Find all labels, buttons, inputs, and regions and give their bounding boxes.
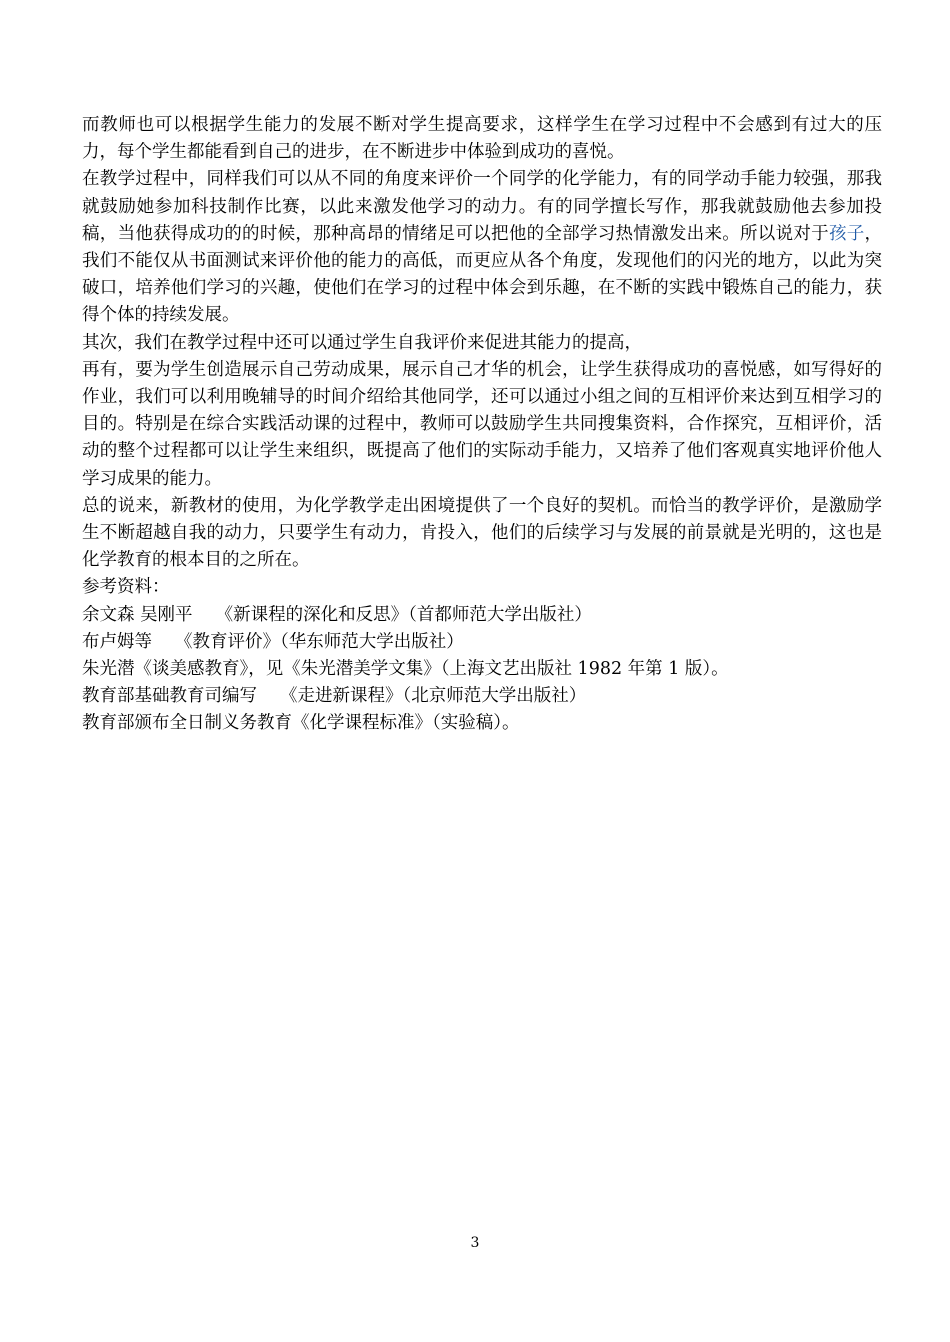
references-section <box>82 574 882 737</box>
paragraph-5 <box>82 493 882 575</box>
paragraph-4 <box>82 357 882 493</box>
paragraph-2-text-before: 在教学过程中，同样我们可以从不同的角度来评价一个同学的化学能力，有的同学动手能力较强，那我就鼓励她参加科技制作比赛，以此来激发他学习的动力。有的同学擅长写作，那我就鼓励他去参加投稿，当他获得成功的的时候，那种高昂的情绪足可以把他的全部学习热情激发出来。所以说对于 <box>82 169 882 244</box>
page-number: 3 <box>470 1235 480 1251</box>
reference-item-3: 朱光潜《谈美感教育》，见《朱光潜美学文集》（上海文艺出版社 1982 年第 1 版）。 <box>82 659 729 680</box>
paragraph-1-text: 而教师也可以根据学生能力的发展不断对学生提高要求，这样学生在学习过程中不会感到有过大的压力，每个学生都能看到自己的进步，在不断进步中体验到成功的喜悦。 <box>82 115 882 163</box>
reference-item-5: 教育部颁布全日制义务教育《化学课程标准》（实验稿）。 <box>82 713 520 734</box>
reference-item-2: 布卢姆等 《教育评价》（华东师范大学出版社） <box>82 631 464 652</box>
paragraph-3 <box>82 330 882 357</box>
paragraph-5-text: 总的说来，新教材的使用，为化学教学走出困境提供了一个良好的契机。而恰当的教学评价，是激励学生不断超越自我的动力，只要学生有动力，肯投入，他们的后续学习与发展的前景就是光明的，这也是化学教育的根本目的之所在。 <box>82 495 882 571</box>
paragraph-4-text: 再有，要为学生创造展示自己劳动成果，展示自己才华的机会，让学生获得成功的喜悦感，如写得好的作业，我们可以利用晚辅导的时间介绍给其他同学，还可以通过小组之间的互相评价来达到互相学习的目的。特别是在综合实践活动课的过程中，教师可以鼓励学生共同搜集资料，合作探究，互相评价，活动的整个过程都可以让学生来组织，既提高了他们的实际动手能力，又培养了他们客观真实地评价他人学习成果的能力。 <box>82 359 882 489</box>
references-heading: 参考资料： <box>82 577 170 598</box>
reference-item-4: 教育部基础教育司编写 《走进新课程》（北京师范大学出版社） <box>82 686 587 707</box>
paragraph-3-text: 其次，我们在教学过程中还可以通过学生自我评价来促进其能力的提高， <box>82 332 642 353</box>
reference-item-1: 余文森 吴刚平 《新课程的深化和反思》（首都师范大学出版社） <box>82 604 592 625</box>
paragraph-2 <box>82 166 882 329</box>
paragraph-1 <box>82 112 882 166</box>
paragraph-2-text-after: ，我们不能仅从书面测试来评价他的能力的高低，而更应从各个角度，发现他们的闪光的地方，以此为突破口，培养他们学习的兴趣，使他们在学习的过程中体会到乐趣，在不断的实践中锻炼自己的能力，获得个体的持续发展。 <box>82 223 883 326</box>
link-haizi[interactable]: 孩子 <box>828 223 865 244</box>
document-body <box>82 112 882 738</box>
